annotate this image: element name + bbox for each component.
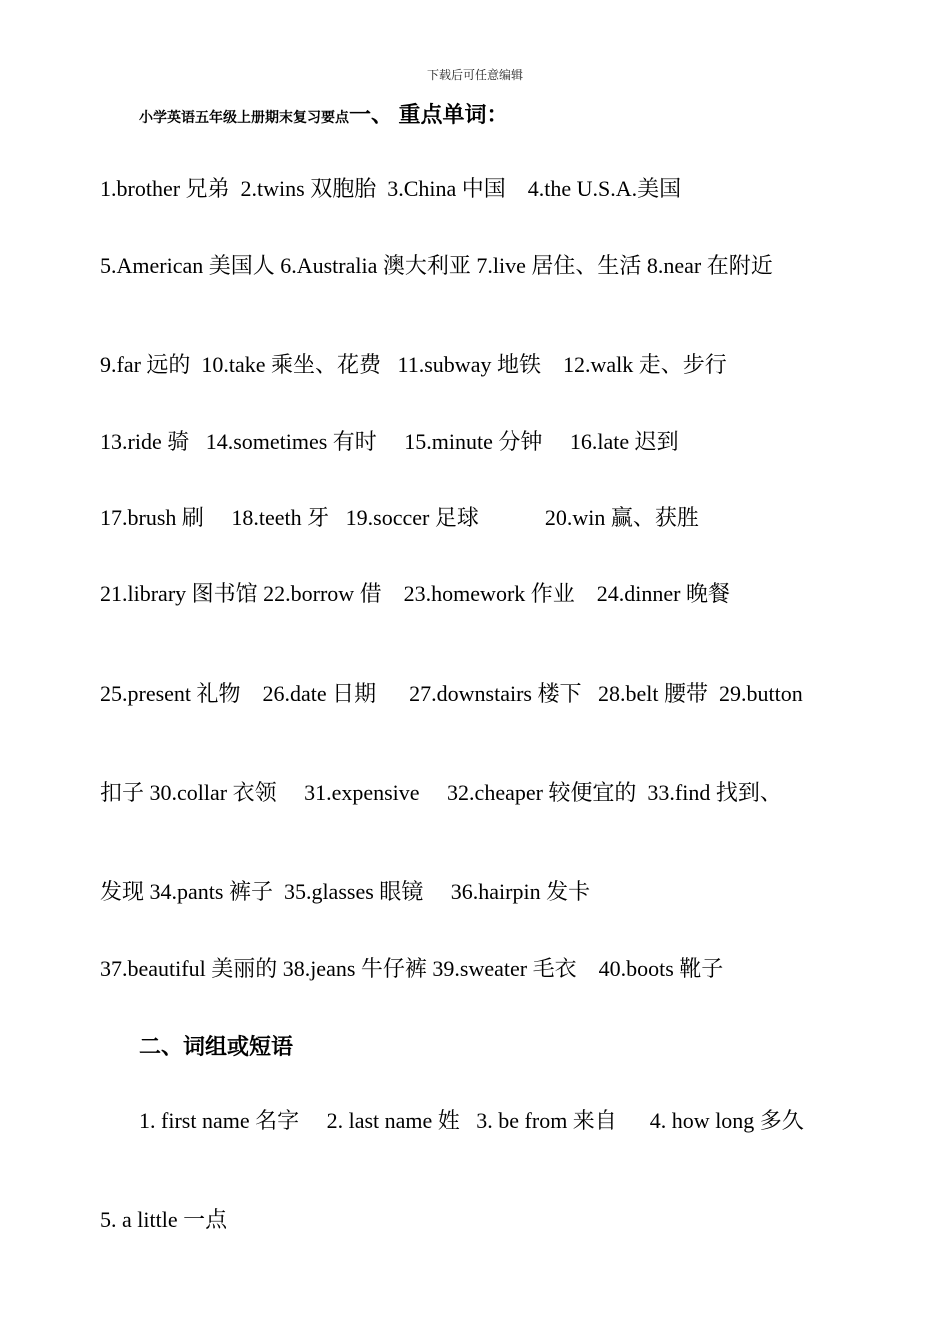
vocab-line-6: 21.library 图书馆 22.borrow 借 23.homework 作业 24.dinner 晚餐 [100, 581, 730, 606]
vocab-line-1: 1.brother 兄弟 2.twins 双胞胎 3.China 中国 4.the U.S.A.美国 [100, 176, 682, 201]
title-line [139, 98, 509, 129]
phrase-line-1: 1. first name 名字 2. last name 姓 3. be from 来自 4. how long 多久 [139, 1108, 804, 1133]
page-header-note: 下载后可任意编辑 [426, 68, 523, 82]
vocab-line-10: 37.beautiful 美丽的 38.jeans 牛仔裤 39.sweater 毛衣 40.boots 靴子 [100, 956, 724, 981]
vocab-line-8: 扣子 30.collar 衣领 31.expensive 32.cheaper 较便宜的 33.find 找到、 [100, 780, 782, 805]
vocab-line-4: 13.ride 骑 14.sometimes 有时 15.minute 分钟 16.late 迟到 [100, 429, 679, 454]
phrase-line-2: 5. a little 一点 [100, 1207, 228, 1232]
vocab-line-7: 25.present 礼物 26.date 日期 27.downstairs 楼下 28.belt 腰带 29.button [100, 681, 803, 706]
vocab-line-3: 9.far 远的 10.take 乘坐、花费 11.subway 地铁 12.walk 走、步行 [100, 352, 727, 377]
vocab-line-5: 17.brush 刷 18.teeth 牙 19.soccer 足球 20.win 赢、获胜 [100, 505, 699, 530]
section-1-heading: 一、 重点单词： [349, 102, 509, 127]
document-title: 小学英语五年级上册期末复习要点 [139, 111, 349, 126]
vocab-line-9: 发现 34.pants 裤子 35.glasses 眼镜 36.hairpin 发卡 [100, 879, 591, 904]
vocab-line-2: 5.American 美国人 6.Australia 澳大利亚 7.live 居住、生活 8.near 在附近 [100, 253, 773, 278]
section-2-heading: 二、词组或短语 [139, 1034, 294, 1059]
